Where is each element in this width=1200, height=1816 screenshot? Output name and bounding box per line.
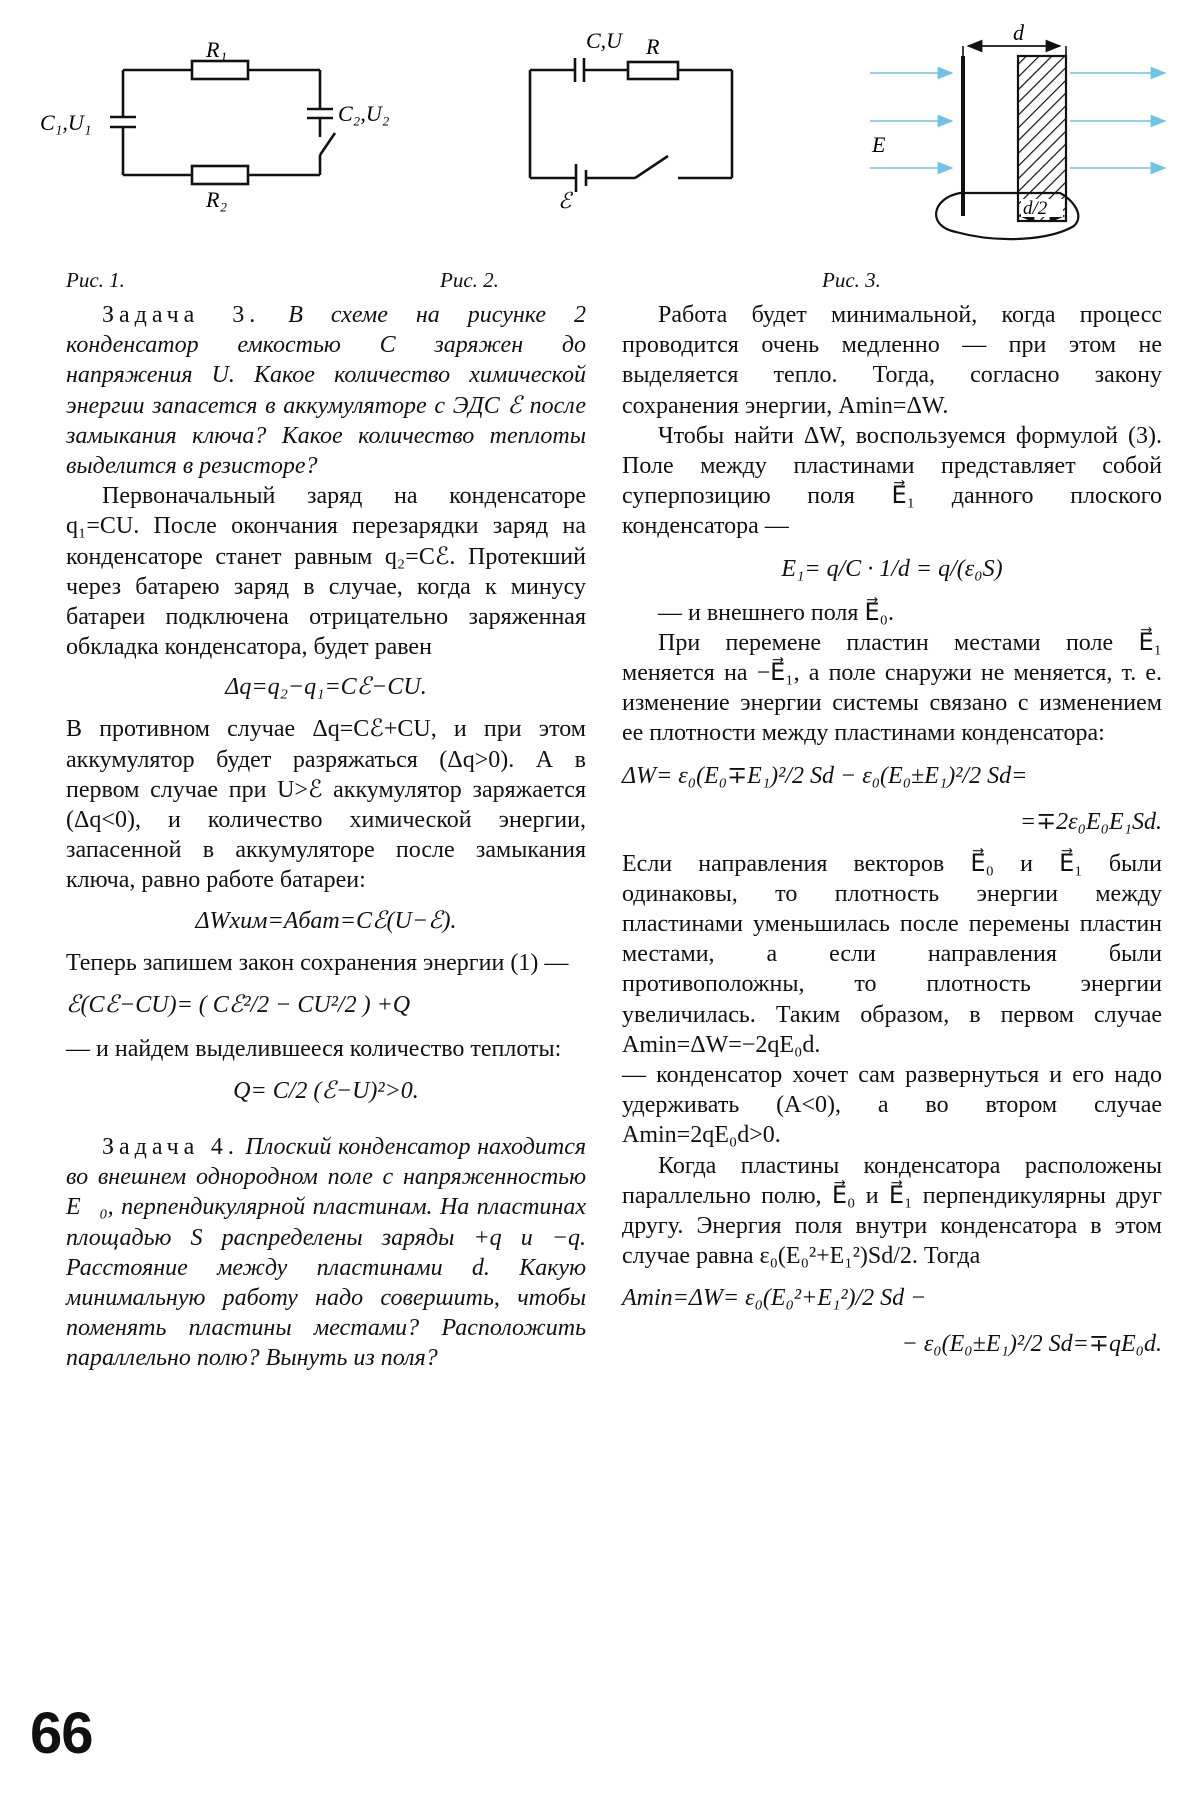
paragraph: При перемене пластин местами поле E⃗₁ меняется на −E⃗₁, а поле снаружи не меняется, т. е. изменение энергии системы связано с изменением ее плотности между пластинами конденсатора: (622, 629, 1162, 747)
task-3-label: Задача 3. (102, 302, 261, 328)
task-3 (66, 300, 586, 481)
label-half-d: d/2 (1023, 198, 1048, 219)
label-d: d (1013, 20, 1024, 45)
figure-2 (500, 18, 760, 218)
paragraph: — конденсатор хочет сам развернуться и его надо удерживать (A<0), а во втором случае Amin=2qE₀d>0. (622, 1062, 1162, 1149)
equation: Δq=q₂−q₁=Cℰ−CU. (225, 674, 427, 701)
paragraph: В противном случае Δq=Cℰ+CU, и при этом аккумулятор будет разряжаться (Δq>0). А в первом случае при U>ℰ аккумулятор заряжается (Δq<0), и количество химической энергии, запасенной в аккумуляторе после замыкания ключа, равно работе батареи: (66, 716, 586, 894)
label-emf: ℰ (558, 188, 572, 213)
paragraph: Когда пластины конденсатора расположены параллельно полю, E⃗₀ и E⃗₁ перпендикулярны друг другу. Энергия поля внутри конденсатора в этом случае равна ε₀(E₀²+E₁²)Sd/2. Тогда (622, 1152, 1162, 1270)
figure-3 (860, 18, 1180, 258)
figure-3-plates-diagram (860, 18, 1180, 258)
caption-figure-2: Рис. 2. (440, 268, 499, 292)
figure-1 (30, 25, 450, 255)
paragraph: Работа будет минимальной, когда процесс проводится очень медленно — при этом не выделяется тепло. Тогда, согласно закону сохранения энергии, Amin=ΔW. (622, 302, 1162, 419)
equation: ΔWхим=Aбат=Cℰ(U−ℰ). (195, 907, 457, 934)
label-r2: R₂ (206, 187, 228, 212)
paragraph: Если направления векторов E⃗₀ и E⃗₁ были одинаковы, то плотность энергии между пластинами уменьшилась после перемены пластин местами, а если направления были противоположны, то плотность энергии увеличилась. Таким образом, в первом случае Amin=ΔW=−2qE₀d. (622, 850, 1162, 1058)
paragraph: — и внешнего поля E⃗₀. (658, 599, 894, 626)
label-cu: C,U (586, 28, 623, 53)
task-4 (66, 1132, 586, 1374)
label-e: E (872, 132, 886, 157)
equation: Q= C/2 (ℰ−U)²>0. (233, 1078, 419, 1105)
equation: ℰ(Cℰ−CU)= ( Cℰ²/2 − CU²/2 ) +Q (66, 991, 411, 1018)
equation: Amin=ΔW= ε₀(E₀²+E₁²)/2 Sd − (622, 1285, 927, 1312)
figure-1-circuit (30, 25, 450, 255)
left-column (66, 300, 586, 1374)
task-4-label: Задача 4. (102, 1134, 239, 1161)
task-3-text: В схеме на рисунке 2 конденсатор емкостью C заряжен до напряжения U. Какое количество химической энергии запасется в аккумуляторе с ЭДС ℰ после замыкания ключа? Какое количество теплоты выделится в резисторе? (66, 302, 586, 480)
page-number: 66 (30, 1701, 93, 1766)
equation: E₁= q/C · 1/d = q/(ε₀S) (781, 555, 1003, 582)
equation: =∓2ε₀E₀E₁Sd. (1019, 808, 1162, 835)
equation: ΔW= ε₀(E₀∓E₁)²/2 Sd − ε₀(E₀±E₁)²/2 Sd= (622, 762, 1028, 789)
paragraph: Теперь запишем закон сохранения энергии (1) — (66, 949, 569, 976)
caption-figure-3: Рис. 3. (822, 268, 881, 292)
task-4-text: Плоский конденсатор находится во внешнем однородном поле с напряженностью E⃗₀, перпендикулярной пластинам. На пластинах площадью S распределены заряды +q и −q. Расстояние между пластинами d. Какую минимальную работу надо совершить, чтобы поменять пластины местами? Расположить параллельно полю? Вынуть из поля? (66, 1134, 586, 1372)
right-column (622, 300, 1162, 1371)
label-r: R (646, 34, 660, 59)
paragraph: — и найдем выделившееся количество теплоты: (66, 1035, 562, 1062)
paragraph: Чтобы найти ΔW, воспользуемся формулой (3). Поле между пластинами представляет собой суперпозицию поля E⃗₁ данного плоского конденсатора — (622, 422, 1162, 540)
equation: − ε₀(E₀±E₁)²/2 Sd=∓qE₀d. (901, 1331, 1162, 1358)
label-c1: C₁,U₁ (40, 110, 92, 135)
paragraph: Первоначальный заряд на конденсаторе q₁=CU. После окончания перезарядки заряд на конденсаторе станет равным q₂=Cℰ. Протекший через батарею заряд в случае, когда к минусу батареи подключена отрицательно заряженная обкладка конденсатора, будет равен (66, 483, 586, 661)
label-c2: C₂,U₂ (338, 101, 390, 126)
caption-figure-1: Рис. 1. (66, 268, 125, 292)
label-r1: R₁ (206, 37, 228, 62)
figure-2-circuit (500, 18, 760, 218)
